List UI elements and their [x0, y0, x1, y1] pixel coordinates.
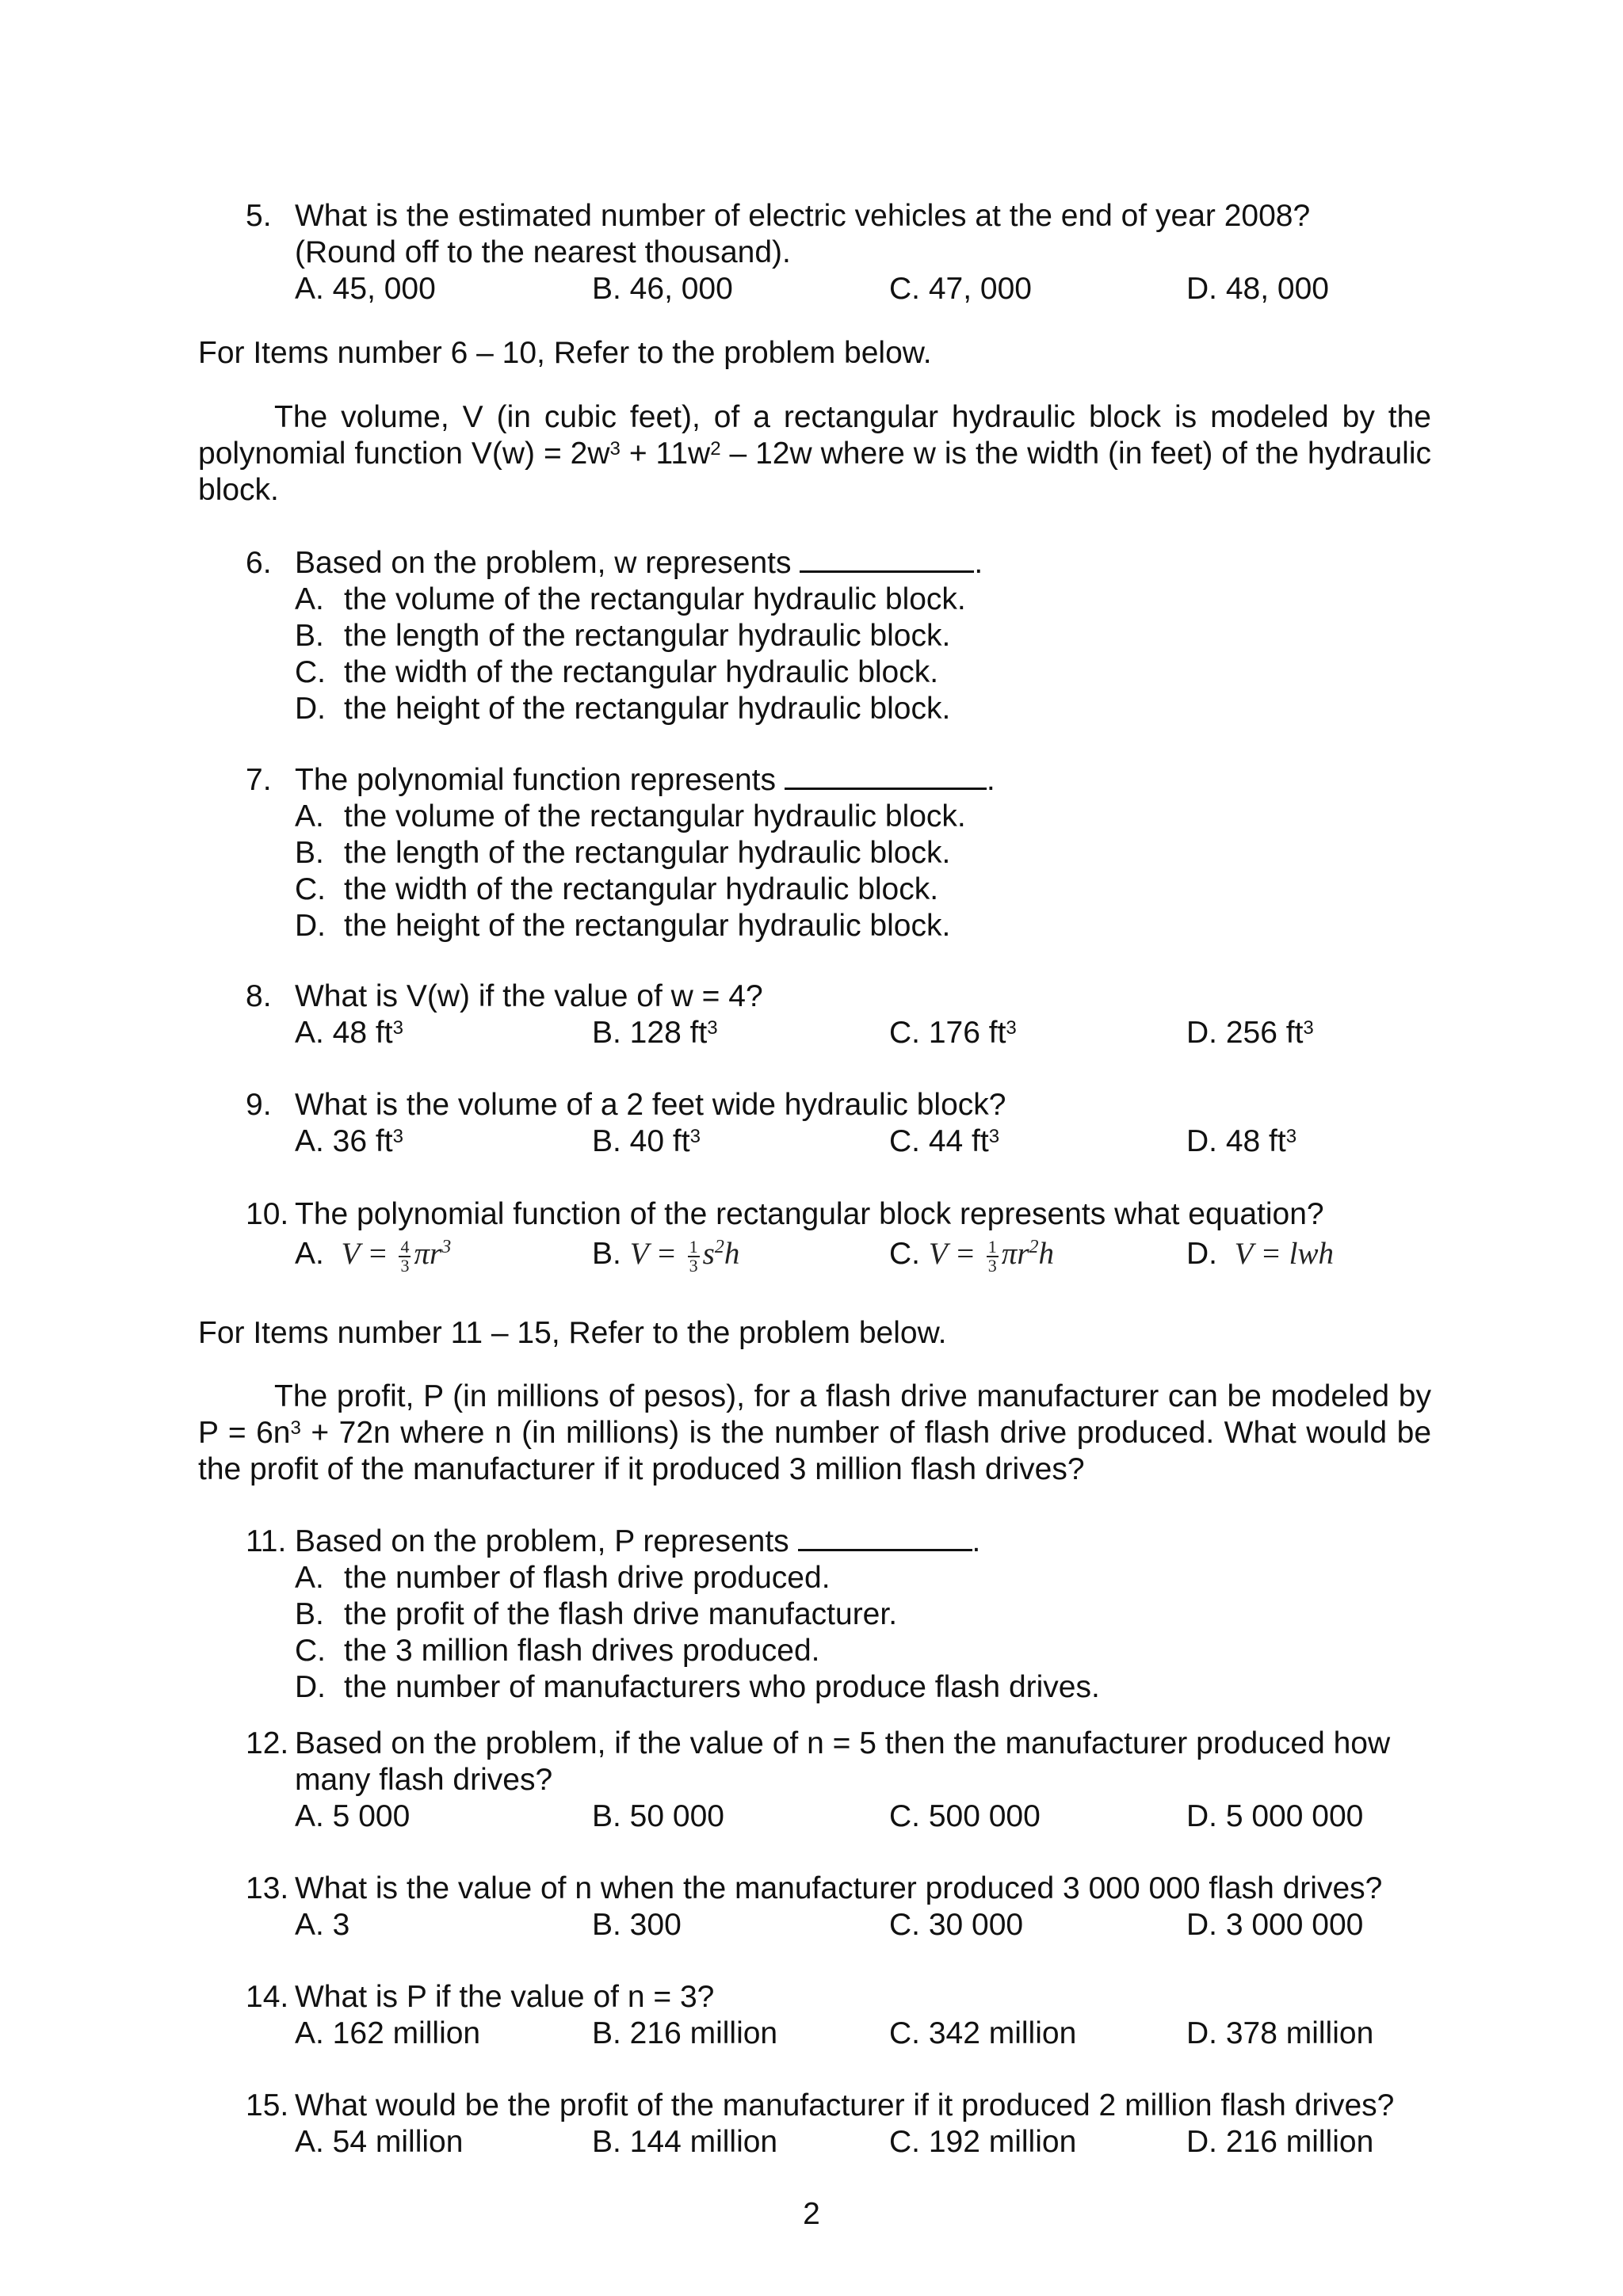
question-text: The polynomial function of the rectangular block represents what equation? [295, 1197, 1324, 1231]
problem-paragraph-1: The volume, V (in cubic feet), of a rectangular hydraulic block is modeled by the polynomial function $V(w) = 2w^3 + 11w^2 - 12w$ where w is the width (in feet) of the hydraulic block. [198, 400, 1431, 507]
question-text: The polynomial function represents . [295, 763, 995, 797]
section-heading-6-10: For Items number 6 – 10, Refer to the problem below. [198, 336, 932, 370]
document-page: 5. What is the estimated number of electric vehicles at the end of year 2008? (Round off to the nearest thousand). A. 45, 000 B. 46, 000 C. 47, 000 D. 48, 000 For Items number 6 – 10, Refer to the problem below. The volume, V (in cubic feet), of a rectangular hydraulic block is modeled by the polynomial function $V(w) = 2w^3 + 11w^2 - 12w$ where w is the width (in feet) of the hydraulic block. 6. Based on the problem, w represents . A. the volume of the rectangular hydraulic block. B. the length of the rectangular hydraulic block. C. the width of the rectangular hydraulic block. D. the height of the rectangular hydraulic block. 7. The polynomial function represents . A. the volume of the rectangular hydraulic block. B. the length of the rectangular hydraulic block. C. the width of the rectangular hydraulic block. D. the height of the rectangular hydraulic block. 8. What is V(w) if the value of w = 4? A. 48 $ft^3$ B. 128 $ft^3$ C. 176 $ft^3$ D. 256 $ft^3$ 9. What is the volume of a 2 feet wide hydraulic block? A. 36 $ft^3$ B. 40 $ft^3$ C. 44 $ft^3$ D. 48 $ft^3$ 10. The polynomial function of the rectangular block represents what equation? A. V = $\frac{4}{3}$ $\pi r^3$ B. V = $\frac{1}{3}$ $s^2h$ C. V = $\frac{1}{3}$ $\pi r^2h$ D. V = lwh For Items number 11 – 15, Refer to the problem below. The profit, P (in millions of pesos), for a flash drive manufacturer can be modeled by $P = 6n^3 + 72n$ where n (in millions) is the number of flash drive produced. What would be the profit of the manufacturer if it produced 3 million flash drives? 11. Based on the problem, P represents . A. the number of flash drive produced. B. the profit of the flash drive manufacturer. C. the 3 million flash drives produced. D. the number of manufacturers who produce flash drives. 12. Based on the problem, if the value of n = 5 then the manufacturer produced how many flash drives? A. 5 000 B. 50 000 C. 500 000 D. 5 000 000 13. What is the value of n when the manufacturer produced 3 000 000 flash drives? A. 3 B. 300 C. 30 000 D. 3 000 000 14. What is P if the value of n = 3? A. 162 million B. 216 million C. 342 million D. 378 million 15. What would be the profit of the manufacturer if it produced 2 million flash drives? A. 54 million B. 144 million C. 192 million D. 216 million 2 [0, 0, 1623, 2296]
option-b[interactable]: B. 50 000 [592, 1799, 724, 1833]
option-a[interactable]: A. 45, 000 [295, 272, 436, 306]
question-text: What is P if the value of n = 3? [295, 1980, 715, 2014]
page-number: 2 [803, 2197, 820, 2231]
question-text: What would be the profit of the manufacturer if it produced 2 million flash drives? [295, 2088, 1395, 2122]
equation-sphere-volume: V = $\frac{4}{3}$ $\pi r^3$ [341, 1237, 452, 1276]
question-text: Based on the problem, P represents . [295, 1524, 981, 1558]
question-14-options [295, 2016, 1404, 2052]
question-15-options [295, 2124, 1404, 2161]
option-c[interactable]: C. 44 $ft^3$ [889, 1124, 1000, 1158]
option-c[interactable]: C. 176 $ft^3$ [889, 1016, 1017, 1050]
question-number: 6. [246, 546, 272, 580]
option-c[interactable]: C. V = $\frac{1}{3}$ $\pi r^2h$ [889, 1237, 1054, 1276]
question-12-options [295, 1798, 1404, 1835]
option-b[interactable]: B. 46, 000 [592, 272, 733, 306]
question-number: 7. [246, 763, 272, 797]
question-10-options [295, 1236, 1404, 1283]
option-b[interactable]: B. 216 million [592, 2016, 778, 2050]
question-text: What is the volume of a 2 feet wide hydraulic block? [295, 1088, 1006, 1122]
question-text: Based on the problem, if the value of n = 5 then the manufacturer produced how [295, 1726, 1391, 1760]
equation-prism-volume: V = lwh [1234, 1237, 1334, 1271]
option-c[interactable]: C. 47, 000 [889, 272, 1032, 306]
question-number: 8. [246, 979, 272, 1013]
option-c[interactable]: C. 500 000 [889, 1799, 1041, 1833]
question-number: 13. [246, 1871, 289, 1905]
option-d[interactable]: D. 3 000 000 [1186, 1908, 1364, 1942]
option-d[interactable]: D. 5 000 000 [1186, 1799, 1364, 1833]
option-d[interactable]: D. 256 $ft^3$ [1186, 1016, 1314, 1050]
option-d[interactable]: D. 48 $ft^3$ [1186, 1124, 1297, 1158]
question-text: What is the value of n when the manufacturer produced 3 000 000 flash drives? [295, 1871, 1383, 1905]
question-number: 12. [246, 1726, 289, 1760]
question-text-line2: many flash drives? [295, 1763, 553, 1797]
option-b[interactable]: B. V = $\frac{1}{3}$ $s^2h$ [592, 1237, 740, 1276]
question-number: 10. [246, 1197, 289, 1231]
option-a[interactable]: A. 48 $ft^3$ [295, 1016, 403, 1050]
question-text-line2: (Round off to the nearest thousand). [295, 235, 791, 269]
question-5-options [295, 271, 1404, 307]
option-a[interactable]: A. 5 000 [295, 1799, 411, 1833]
option-b[interactable]: B. 128 $ft^3$ [592, 1016, 718, 1050]
question-number: 15. [246, 2088, 289, 2122]
question-13-options [295, 1907, 1404, 1943]
option-a[interactable]: A. V = $\frac{4}{3}$ $\pi r^3$ [295, 1237, 452, 1276]
option-c[interactable]: C. 30 000 [889, 1908, 1024, 1942]
option-c[interactable]: C. 192 million [889, 2125, 1077, 2159]
question-number: 14. [246, 1980, 289, 2014]
option-d[interactable]: D. 216 million [1186, 2125, 1374, 2159]
section-heading-11-15: For Items number 11 – 15, Refer to the problem below. [198, 1316, 947, 1350]
question-text: What is the estimated number of electric vehicles at the end of year 2008? [295, 199, 1311, 233]
option-b[interactable]: B. 300 [592, 1908, 682, 1942]
option-a[interactable]: A. 36 $ft^3$ [295, 1124, 403, 1158]
question-number: 5. [246, 199, 272, 233]
equation-pyramid-volume: V = $\frac{1}{3}$ $s^2h$ [629, 1237, 740, 1276]
question-number: 11. [246, 1524, 287, 1558]
answer-blank [798, 1525, 972, 1551]
question-text: Based on the problem, w represents . [295, 546, 983, 580]
option-b[interactable]: B. 144 million [592, 2125, 778, 2159]
option-d[interactable]: D. V = lwh [1186, 1237, 1334, 1271]
option-a[interactable]: A. 3 [295, 1908, 350, 1942]
option-d[interactable]: D. 378 million [1186, 2016, 1374, 2050]
option-d[interactable]: D. 48, 000 [1186, 272, 1329, 306]
problem-paragraph-2: The profit, P (in millions of pesos), for a flash drive manufacturer can be modeled by $P = 6n^3 + 72n$ where n (in millions) is the number of flash drive produced. What would be the profit of the manufacturer if it produced 3 million flash drives? [198, 1379, 1432, 1486]
option-a[interactable]: A. 54 million [295, 2125, 464, 2159]
option-c[interactable]: C. 342 million [889, 2016, 1077, 2050]
question-text: What is V(w) if the value of w = 4? [295, 979, 763, 1013]
answer-blank [785, 764, 987, 790]
equation-cone-volume: V = $\frac{1}{3}$ $\pi r^2h$ [928, 1237, 1054, 1276]
answer-blank [800, 547, 974, 573]
option-b[interactable]: B. 40 $ft^3$ [592, 1124, 701, 1158]
question-number: 9. [246, 1088, 272, 1122]
option-a[interactable]: A. 162 million [295, 2016, 481, 2050]
question-8-options [295, 1015, 1404, 1051]
question-9-options [295, 1123, 1404, 1160]
